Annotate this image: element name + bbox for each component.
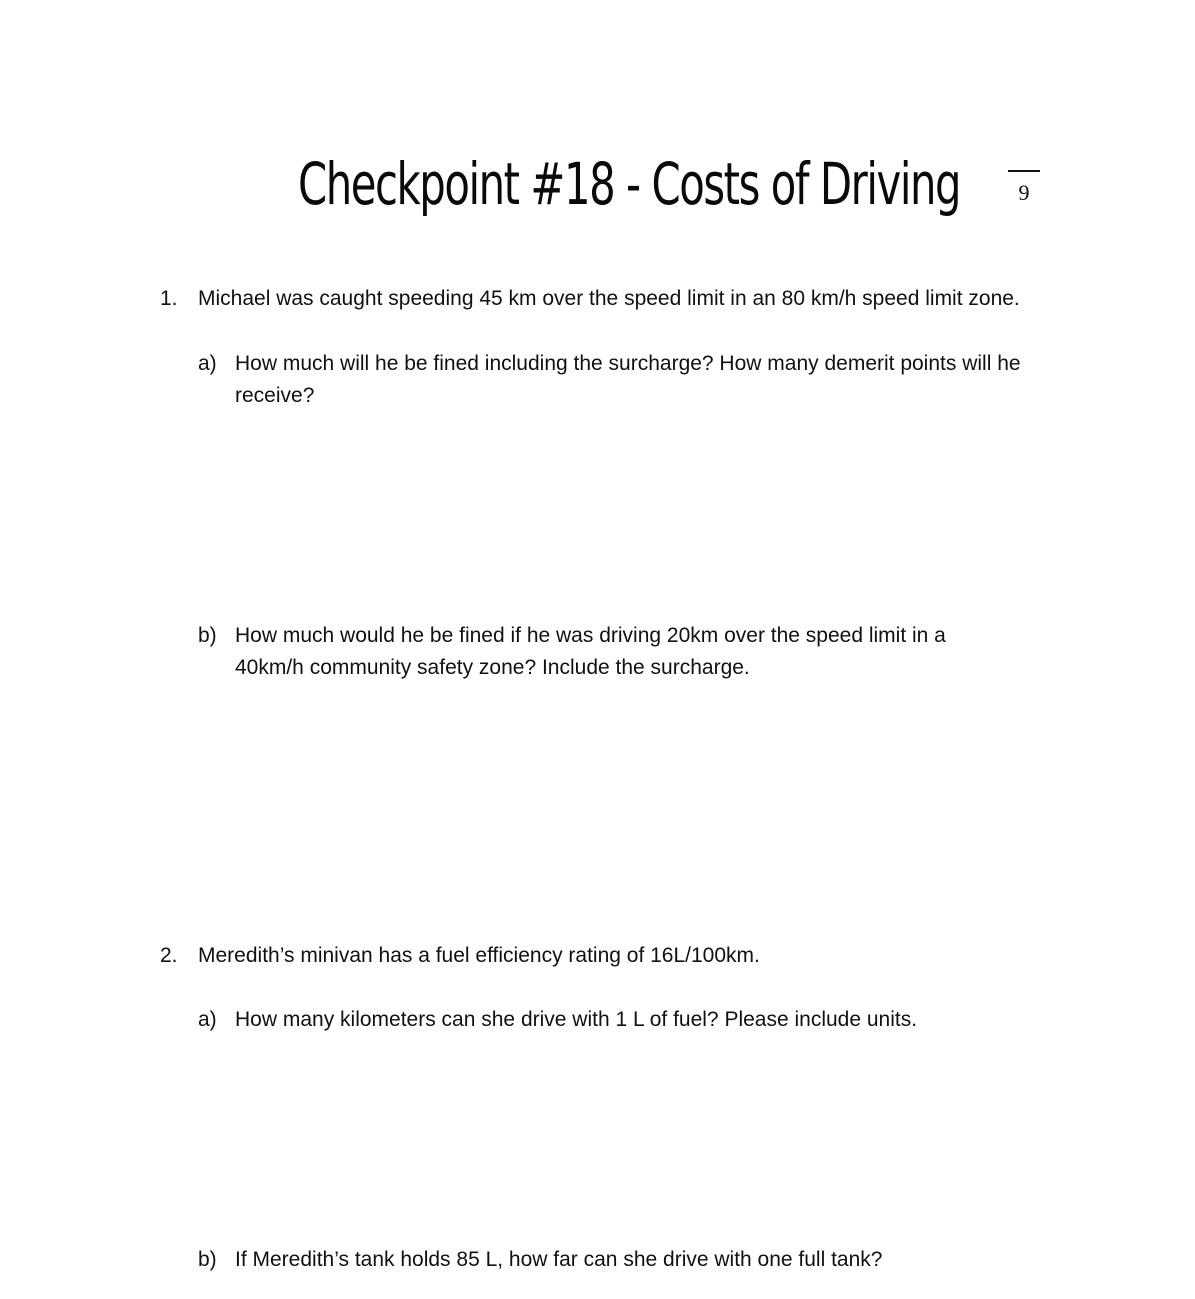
part-letter: a)	[198, 1008, 217, 1031]
part-letter: a)	[198, 352, 217, 375]
question-2a	[198, 1004, 1078, 1036]
question-1a	[198, 348, 1078, 412]
question-1	[160, 283, 1020, 315]
part-letter: b)	[198, 624, 217, 647]
part-letter: b)	[198, 1248, 217, 1271]
question-number: 2.	[160, 944, 178, 967]
question-text: Meredith’s minivan has a fuel efficiency rating of 16L/100km.	[198, 944, 760, 967]
page-title: Checkpoint #18 - Costs of Driving	[298, 150, 961, 218]
question-text: Michael was caught speeding 45 km over the speed limit in an 80 km/h speed limit zone.	[198, 287, 1020, 310]
score-total: 9	[1018, 180, 1030, 205]
part-text: If Meredith’s tank holds 85 L, how far can she drive with one full tank?	[235, 1248, 883, 1271]
score-blank-line	[1008, 170, 1040, 172]
part-text: How many kilometers can she drive with 1 L of fuel? Please include units.	[235, 1008, 918, 1031]
score-box	[1008, 170, 1040, 210]
part-text: How much will he be fined including the surcharge? How many demerit points will he receive?	[235, 352, 1021, 407]
question-1b	[198, 620, 1078, 684]
part-text: How much would he be fined if he was driving 20km over the speed limit in a 40km/h community safety zone? Include the surcharge.	[235, 624, 946, 679]
question-2	[160, 940, 760, 972]
question-number: 1.	[160, 287, 178, 310]
question-2b	[198, 1244, 1078, 1276]
